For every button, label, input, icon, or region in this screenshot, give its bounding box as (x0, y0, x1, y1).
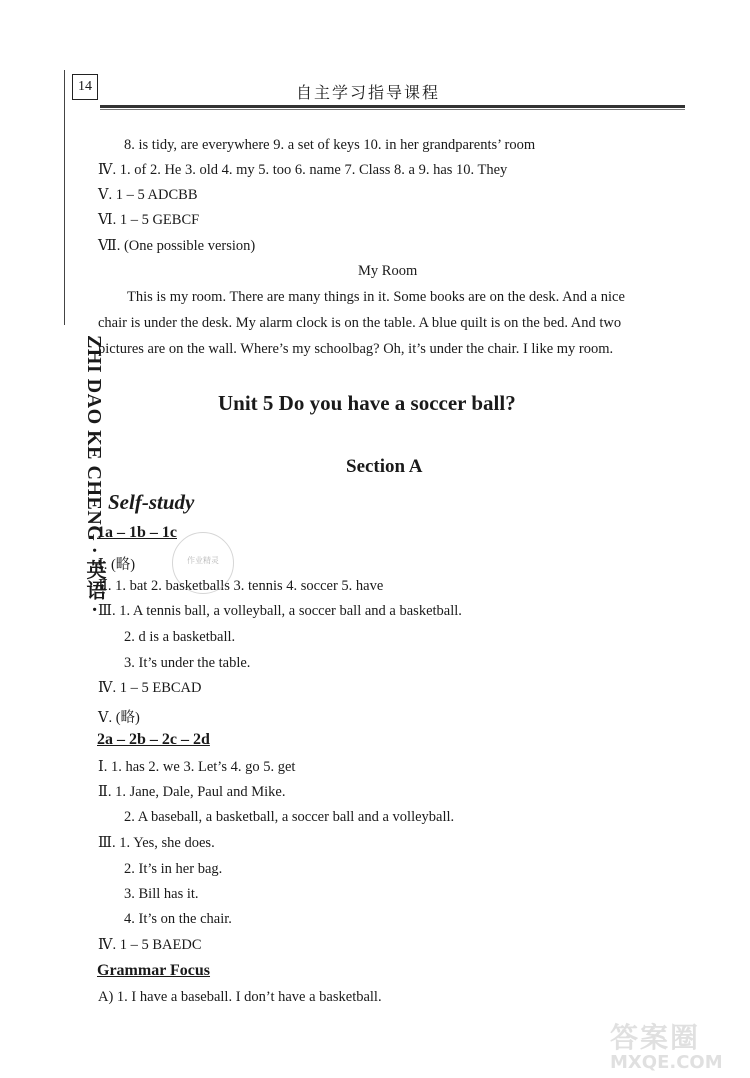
watermark-line2: MXQE.COM (610, 1052, 723, 1073)
answer-line: Ⅳ. 1. of 2. He 3. old 4. my 5. too 6. name 7. Class 8. a 9. has 10. They (98, 162, 508, 178)
header-title: 自主学习指导课程 (296, 83, 441, 102)
answer-line: Ⅲ. 1. Yes, she does. (98, 835, 215, 851)
header-rule (100, 105, 685, 108)
watermark-line1: 答案圈 (610, 1021, 701, 1054)
circular-stamp (172, 532, 234, 594)
answer-line: 3. It’s under the table. (124, 655, 251, 671)
essay-line: pictures are on the wall. Where’s my schoolbag? Oh, it’s under the chair. I like my room. (98, 341, 614, 357)
answer-line: 2. d is a basketball. (124, 629, 236, 645)
answer-line: Ⅶ. (One possible version) (98, 238, 256, 254)
subheading: 2a – 2b – 2c – 2d (97, 731, 210, 748)
answer-line: Ⅴ. (略) (98, 710, 140, 726)
side-series-text: ZHI DAO KE CHENG · 英语 · (83, 335, 105, 614)
answer-line: 2. It’s in her bag. (124, 861, 223, 877)
section-title: Section A (346, 456, 423, 477)
page-number: 14 (72, 74, 98, 100)
answer-line: A) 1. I have a baseball. I don’t have a basketball. (98, 989, 382, 1005)
answer-line: Ⅲ. 1. A tennis ball, a volleyball, a soccer ball and a basketball. (98, 603, 462, 619)
answer-line: Ⅳ. 1 – 5 BAEDC (98, 937, 202, 953)
answer-line: 2. A baseball, a basketball, a soccer ball and a volleyball. (124, 809, 455, 825)
answer-line: Ⅵ. 1 – 5 GEBCF (98, 212, 200, 228)
essay-title: My Room (358, 263, 418, 279)
essay-line: chair is under the desk. My alarm clock is on the table. A blue quilt is on the bed. And two (98, 315, 622, 331)
header-rule-thin (100, 109, 685, 110)
answer-line: 3. Bill has it. (124, 886, 199, 902)
answer-line: Ⅱ. 1. bat 2. basketballs 3. tennis 4. soccer 5. have (98, 578, 384, 594)
answer-line: Ⅱ. 1. Jane, Dale, Paul and Mike. (98, 784, 286, 800)
subheading: 1a – 1b – 1c (97, 524, 177, 541)
stamp-text: 作业精灵 (187, 556, 219, 565)
answer-line: 4. It’s on the chair. (124, 911, 232, 927)
self-study-heading: Self-study (108, 490, 195, 514)
answer-line: Ⅳ. 1 – 5 EBCAD (98, 680, 202, 696)
essay-line: This is my room. There are many things in it. Some books are on the desk. And a nice (127, 289, 625, 305)
answer-line: Ⅰ. (略) (98, 557, 136, 573)
side-rule (64, 70, 65, 325)
answer-line: 8. is tidy, are everywhere 9. a set of keys 10. in her grandparents’ room (124, 137, 536, 153)
answer-line: Ⅴ. 1 – 5 ADCBB (98, 187, 198, 203)
site-watermark (610, 1016, 740, 1072)
answer-line: Ⅰ. 1. has 2. we 3. Let’s 4. go 5. get (98, 759, 296, 775)
unit-title: Unit 5 Do you have a soccer ball? (218, 391, 516, 415)
subheading: Grammar Focus (97, 962, 211, 979)
